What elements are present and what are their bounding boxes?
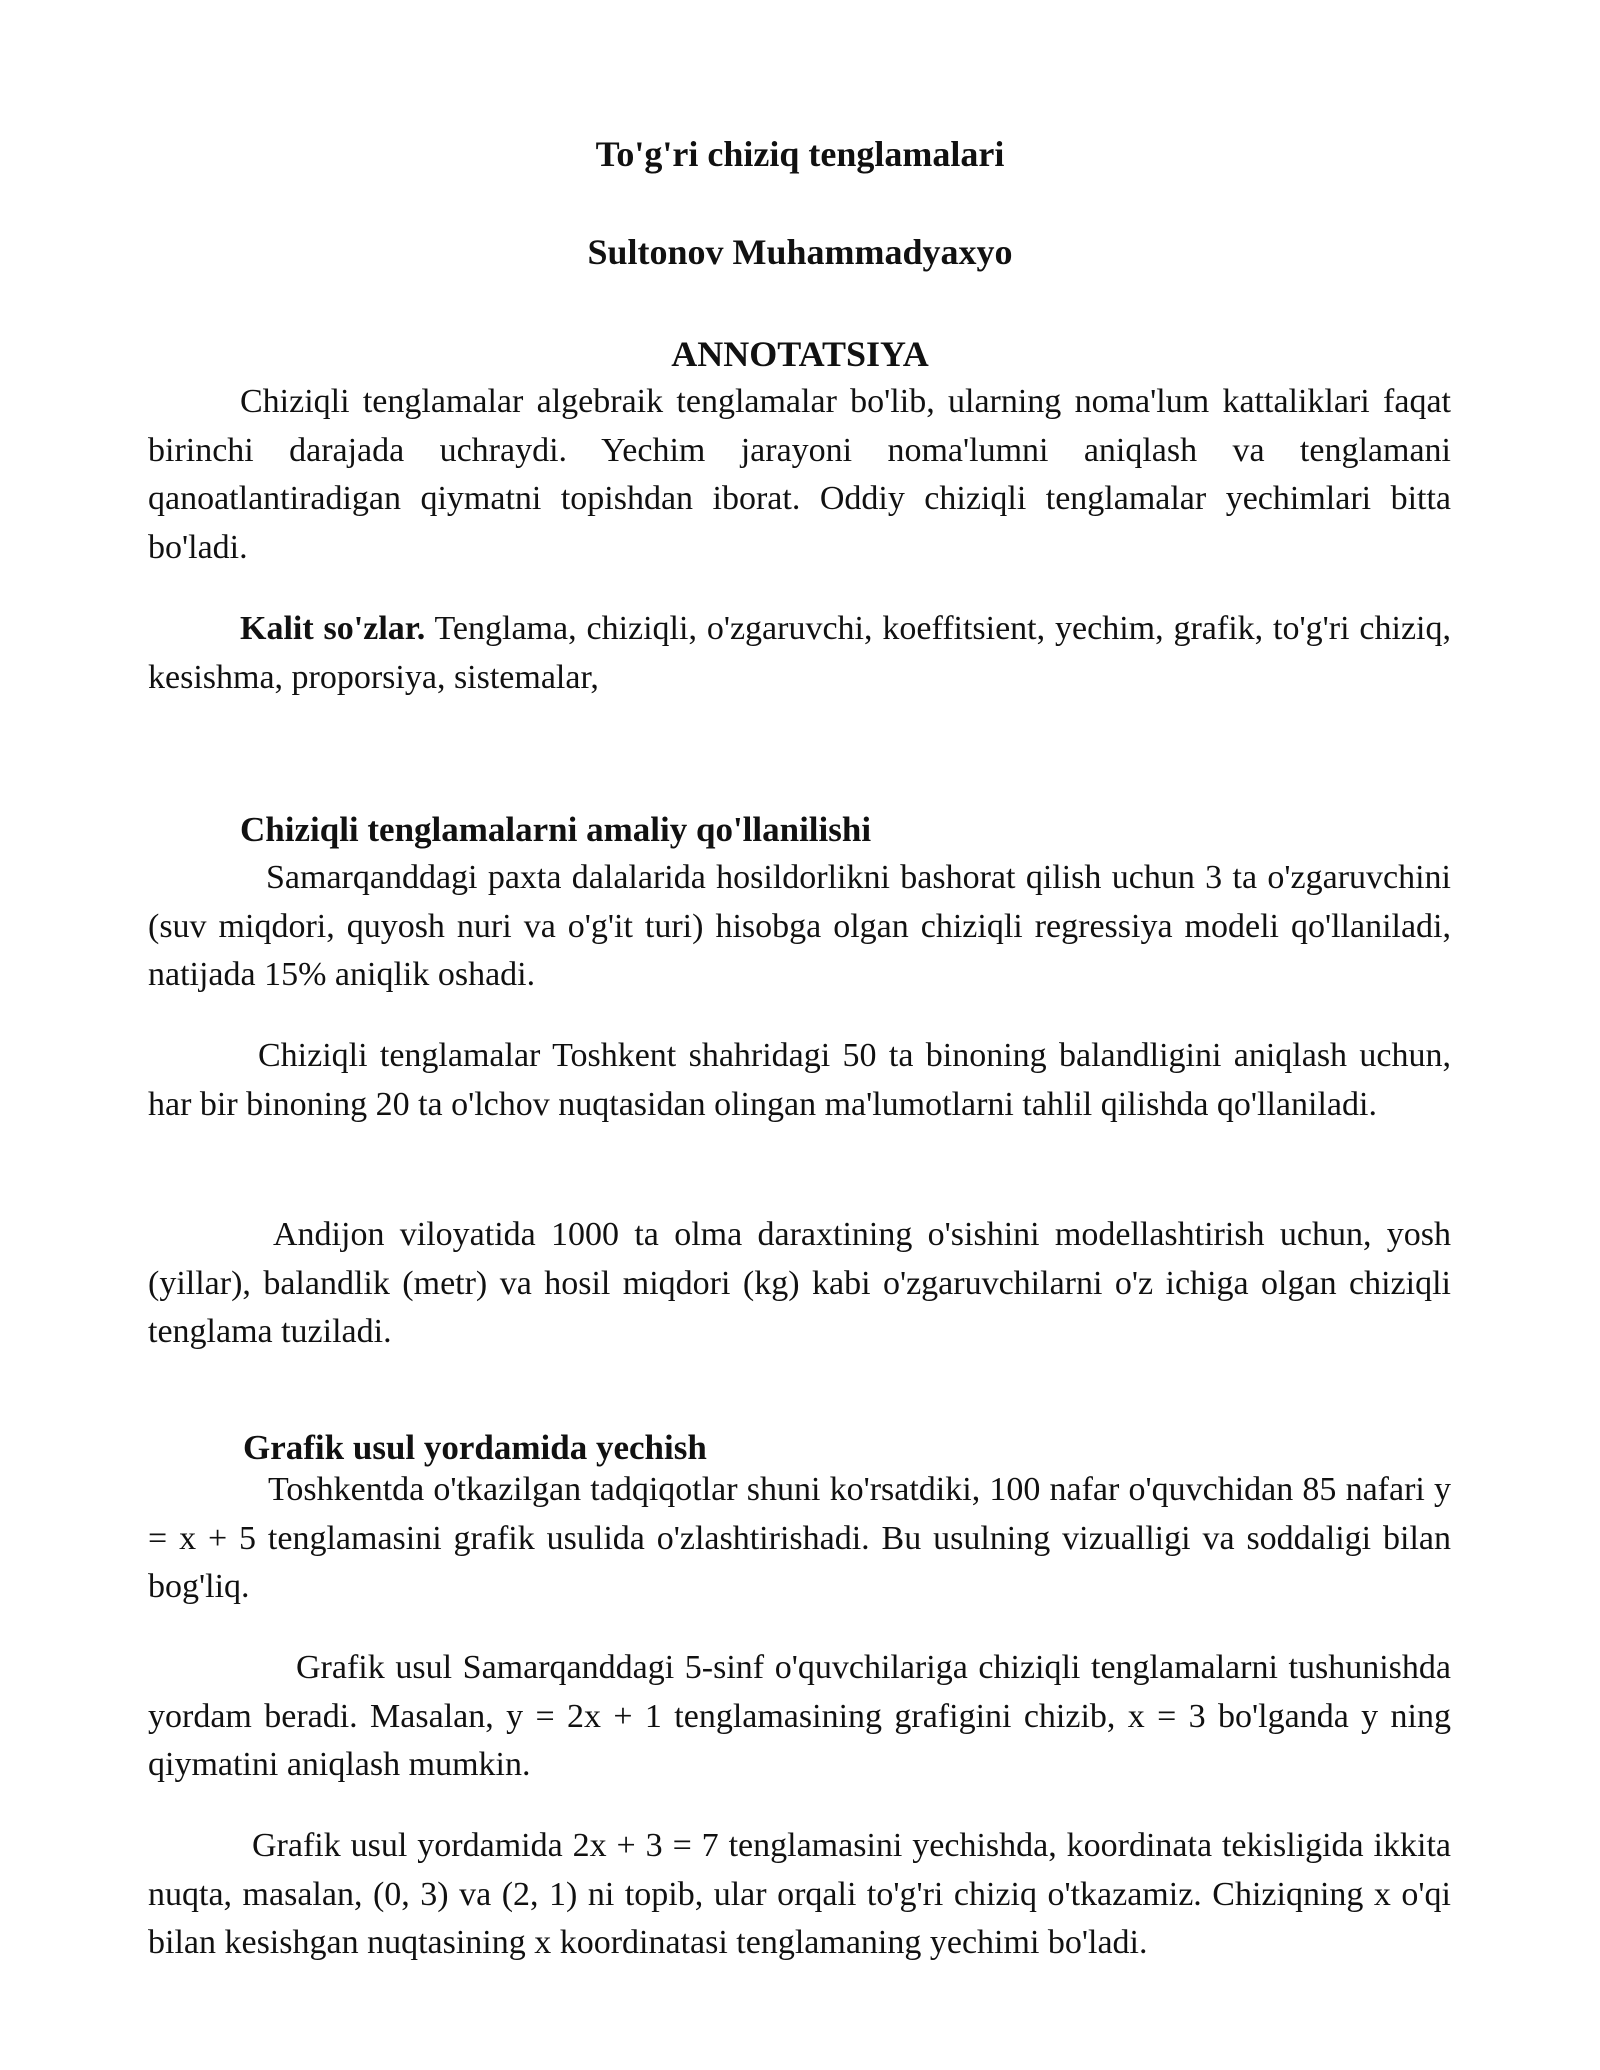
keywords-list: Tenglama, chiziqli, o'zgaruvchi, koeffitsient, yechim, grafik, to'g'ri chiziq, kesishma, proporsiya, sistemalar, [148, 610, 1451, 696]
section-paragraph: Grafik usul yordamida 2x + 3 = 7 tenglamasini yechishda, koordinata tekisligida ikkita nuqta, masalan, (0, 3) va (2, 1) ni topib, ular orqali to'g'ri chiziq o'tkazamiz. Chiziqning x o'qi bilan kesishgan nuqtasining x koordinatasi tenglamaning yechimi bo'ladi. [148, 1827, 1451, 1961]
document-title: To'g'ri chiziq tenglamalari [595, 134, 1005, 174]
section-heading-graphic-method: Grafik usul yordamida yechish [243, 1428, 707, 1467]
section-paragraph: Chiziqli tenglamalar Toshkent shahridagi 50 ta binoning balandligini aniqlash uchun, har bir binoning 20 ta o'lchov nuqtasidan olingan ma'lumotlarni tahlil qilishda qo'llaniladi. [148, 1037, 1451, 1123]
section-paragraph: Grafik usul Samarqanddagi 5-sinf o'quvchilariga chiziqli tenglamalarni tushunishda yordam beradi. Masalan, y = 2x + 1 tenglamasining grafigini chizib, x = 3 bo'lganda y ning qiymatini aniqlash mumkin. [148, 1649, 1451, 1783]
section-paragraph: Samarqanddagi paxta dalalarida hosildorlikni bashorat qilish uchun 3 ta o'zgaruvchini (suv miqdori, quyosh nuri va o'g'it turi) hisobga olgan chiziqli regressiya modeli qo'llaniladi, natijada 15% aniqlik oshadi. [148, 859, 1451, 993]
section-heading-applications: Chiziqli tenglamalarni amaliy qo'llanilishi [240, 810, 872, 849]
author-name: Sultonov Muhammadyaxyo [587, 232, 1013, 272]
section-paragraph: Toshkentda o'tkazilgan tadqiqotlar shuni ko'rsatdiki, 100 nafar o'quvchidan 85 nafari y = x + 5 tenglamasini grafik usulida o'zlashtirishadi. Bu usulning vizualligi va soddaligi bilan bog'liq. [148, 1471, 1451, 1605]
annotation-heading: ANNOTATSIYA [671, 334, 929, 374]
keywords-label: Kalit so'zlar. [240, 610, 426, 647]
keywords-paragraph [148, 605, 1451, 702]
annotation-paragraph: Chiziqli tenglamalar algebraik tenglamalar bo'lib, ularning noma'lum kattaliklari faqat birinchi darajada uchraydi. Yechim jarayoni noma'lumni aniqlash va tenglamani qanoatlantiradigan qiymatni topishdan iborat. Oddiy chiziqli tenglamalar yechimlari bitta bo'ladi. [148, 383, 1451, 566]
section-paragraph: Andijon viloyatida 1000 ta olma daraxtining o'sishini modellashtirish uchun, yosh (yillar), balandlik (metr) va hosil miqdori (kg) kabi o'zgaruvchilarni o'z ichiga olgan chiziqli tenglama tuziladi. [148, 1216, 1451, 1350]
